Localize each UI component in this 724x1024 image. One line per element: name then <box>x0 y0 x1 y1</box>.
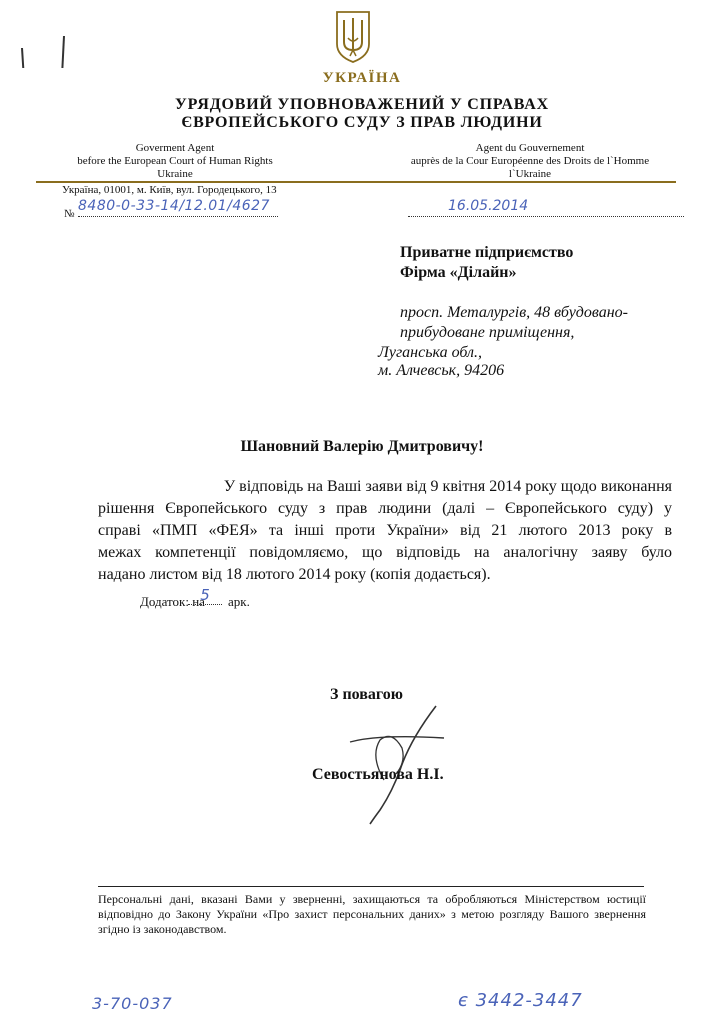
closing: З повагою <box>330 686 403 703</box>
recipient-name-line1: Приватне підприємство <box>400 244 574 261</box>
footer-divider <box>98 886 644 887</box>
french-title-line: auprès de la Cour Européenne des Droits de l`Homme <box>410 155 650 167</box>
recipient-name-line2: Фірма «Ділайн» <box>400 264 517 281</box>
attachment-unit: арк. <box>228 594 250 609</box>
english-title-line: Ukraine <box>157 168 193 180</box>
signer-name: Севостьянова Н.І. <box>312 766 444 783</box>
header-divider <box>36 181 676 183</box>
organization-title-line2: ЄВРОПЕЙСЬКОГО СУДУ З ПРАВ ЛЮДИНИ <box>181 114 543 131</box>
body-line: межах компетенції повідомляємо, що відповідь на аналогічну заяву було <box>98 544 672 561</box>
trident-emblem-icon <box>334 8 372 64</box>
french-title <box>380 142 680 181</box>
sender-address: Україна, 01001, м. Київ, вул. Городецького, 13 <box>62 184 277 196</box>
handwritten-note-right: є 3442-3447 <box>458 990 583 1011</box>
french-title-line: Agent du Gouvernement <box>475 142 585 154</box>
letter-body <box>144 476 672 498</box>
recipient-address-line: просп. Металургів, 48 вбудовано- <box>400 304 628 321</box>
letter-body-continued <box>98 498 672 586</box>
english-title-line: before the European Court of Human Rights <box>77 155 273 167</box>
organization-title-line1: УРЯДОВИЙ УПОВНОВАЖЕНИЙ У СПРАВАХ <box>175 96 549 113</box>
recipient-address-line: прибудоване приміщення, <box>400 324 575 341</box>
body-line: надано листом від 18 лютого 2014 року (копія додається). <box>98 566 491 583</box>
country-title: УКРАЇНА <box>322 70 402 86</box>
handwritten-signature <box>340 700 450 830</box>
english-title-line: Goverment Agent <box>135 142 215 154</box>
reference-number: 8480-0-33-14/12.01/4627 <box>78 198 278 217</box>
recipient-address-line: м. Алчевськ, 94206 <box>378 362 505 379</box>
body-line: справі «ПМП «ФЕЯ» та інші проти України» від 21 лютого 2013 року в <box>98 522 672 539</box>
english-title <box>60 142 290 181</box>
recipient-address-line: Луганська обл., <box>378 344 482 361</box>
body-line: рішення Європейського суду з прав людини (далі – Європейського суду) у <box>98 500 672 517</box>
reference-number-label: № <box>64 208 75 220</box>
french-title-line: l`Ukraine <box>508 168 552 180</box>
margin-pen-mark <box>20 18 80 68</box>
privacy-notice: Персональні дані, вказані Вами у зверненні, захищаються та обробляються Міністерством юстиції відповідно до Закону України «Про захист персональних даних» з метою розгляду Вашого звернення згідно із законодавством. <box>98 892 646 936</box>
salutation: Шановний Валерію Дмитровичу! <box>240 438 484 455</box>
attachment-label: Додаток: на <box>140 594 205 609</box>
letter-date: 16.05.2014 <box>408 198 684 217</box>
attachment-count: 5 <box>188 586 222 605</box>
body-line: У відповідь на Ваші заяви від 9 квітня 2014 року щодо виконання <box>223 478 672 495</box>
handwritten-note-left: 3-70-037 <box>92 994 173 1013</box>
